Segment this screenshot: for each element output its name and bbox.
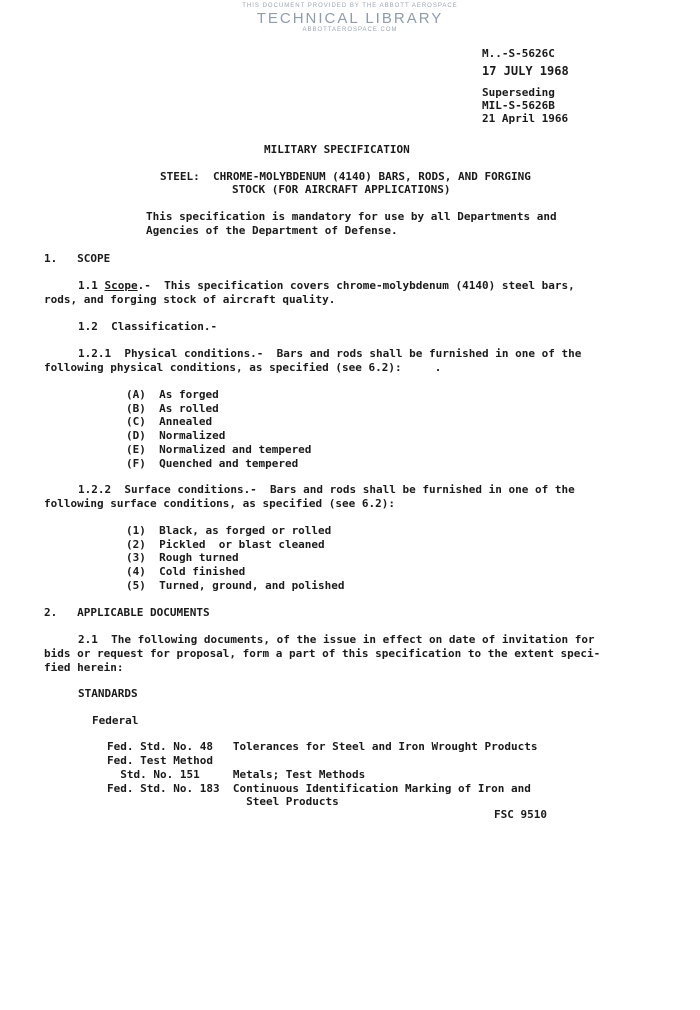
para-1-2-1-line-2: following physical conditions, as specified (see 6.2): . (44, 361, 442, 374)
doc-date: 17 JULY 1968 (482, 64, 569, 78)
federal-heading: Federal (92, 714, 139, 727)
physical-condition-item: (A) As forged (126, 388, 219, 401)
reference-line: Steel Products (107, 795, 339, 808)
spec-title-line-2: STOCK (FOR AIRCRAFT APPLICATIONS) (232, 183, 451, 196)
superseded-number: MIL-S-5626B (482, 99, 555, 112)
standards-heading: STANDARDS (78, 687, 138, 700)
para-1-2-2-line-2: following surface conditions, as specified (see 6.2): (44, 497, 395, 510)
physical-condition-item: (F) Quenched and tempered (126, 457, 299, 470)
watermark-url: ABBOTTAEROSPACE.COM (302, 27, 398, 33)
para-1-1-line-2: rods, and forging stock of aircraft quality. (44, 293, 336, 306)
physical-condition-item: (B) As rolled (126, 402, 219, 415)
reference-line: Std. No. 151 Metals; Test Methods (107, 768, 366, 781)
superseding-label: Superseding (482, 86, 555, 99)
spec-heading: MILITARY SPECIFICATION (264, 143, 410, 156)
surface-condition-item: (4) Cold finished (126, 565, 246, 578)
para-1-1-line-1 (78, 279, 575, 293)
para-1-2-1-line-1: 1.2.1 Physical conditions.- Bars and rods shall be furnished in one of the (78, 347, 582, 360)
mandatory-line-2: Agencies of the Department of Defense. (146, 224, 398, 237)
physical-condition-item: (D) Normalized (126, 429, 226, 442)
watermark-library-title: TECHNICAL LIBRARY (256, 10, 444, 27)
reference-line: Fed. Std. No. 183 Continuous Identification Marking of Iron and (107, 782, 531, 795)
section-1-heading: 1. SCOPE (44, 252, 111, 265)
surface-condition-item: (5) Turned, ground, and polished (126, 579, 345, 592)
physical-condition-item: (E) Normalized and tempered (126, 443, 312, 456)
para-1-1-number: 1.1 (78, 279, 105, 292)
physical-condition-item: (C) Annealed (126, 415, 213, 428)
doc-number: M..-S-5626C (482, 47, 555, 60)
para-2-1-line-1: 2.1 The following documents, of the issue in effect on date of invitation for (78, 633, 595, 646)
spec-title-line-1: STEEL: CHROME-MOLYBDENUM (4140) BARS, RODS, AND FORGING (160, 170, 531, 183)
para-1-1-text: .- This specification covers chrome-molybdenum (4140) steel bars, (137, 279, 575, 292)
section-2-heading: 2. APPLICABLE DOCUMENTS (44, 606, 210, 619)
para-2-1-line-2: bids or request for proposal, form a part of this specification to the extent speci- (44, 647, 601, 660)
para-1-1-title: Scope (104, 279, 138, 292)
reference-line: Fed. Test Method (107, 754, 213, 767)
watermark-line-1: THIS DOCUMENT PROVIDED BY THE ABBOTT AEROSPACE (242, 3, 458, 9)
surface-condition-item: (2) Pickled or blast cleaned (126, 538, 325, 551)
fsc-code: FSC 9510 (494, 808, 547, 821)
superseded-date: 21 April 1966 (482, 112, 569, 125)
surface-condition-item: (3) Rough turned (126, 551, 239, 564)
surface-condition-item: (1) Black, as forged or rolled (126, 524, 332, 537)
mandatory-line-1: This specification is mandatory for use by all Departments and (146, 210, 557, 223)
reference-line: Fed. Std. No. 48 Tolerances for Steel and Iron Wrought Products (107, 740, 538, 753)
para-2-1-line-3: fied herein: (44, 661, 124, 674)
para-1-2: 1.2 Classification.- (78, 320, 218, 333)
para-1-2-2-line-1: 1.2.2 Surface conditions.- Bars and rods shall be furnished in one of the (78, 483, 575, 496)
